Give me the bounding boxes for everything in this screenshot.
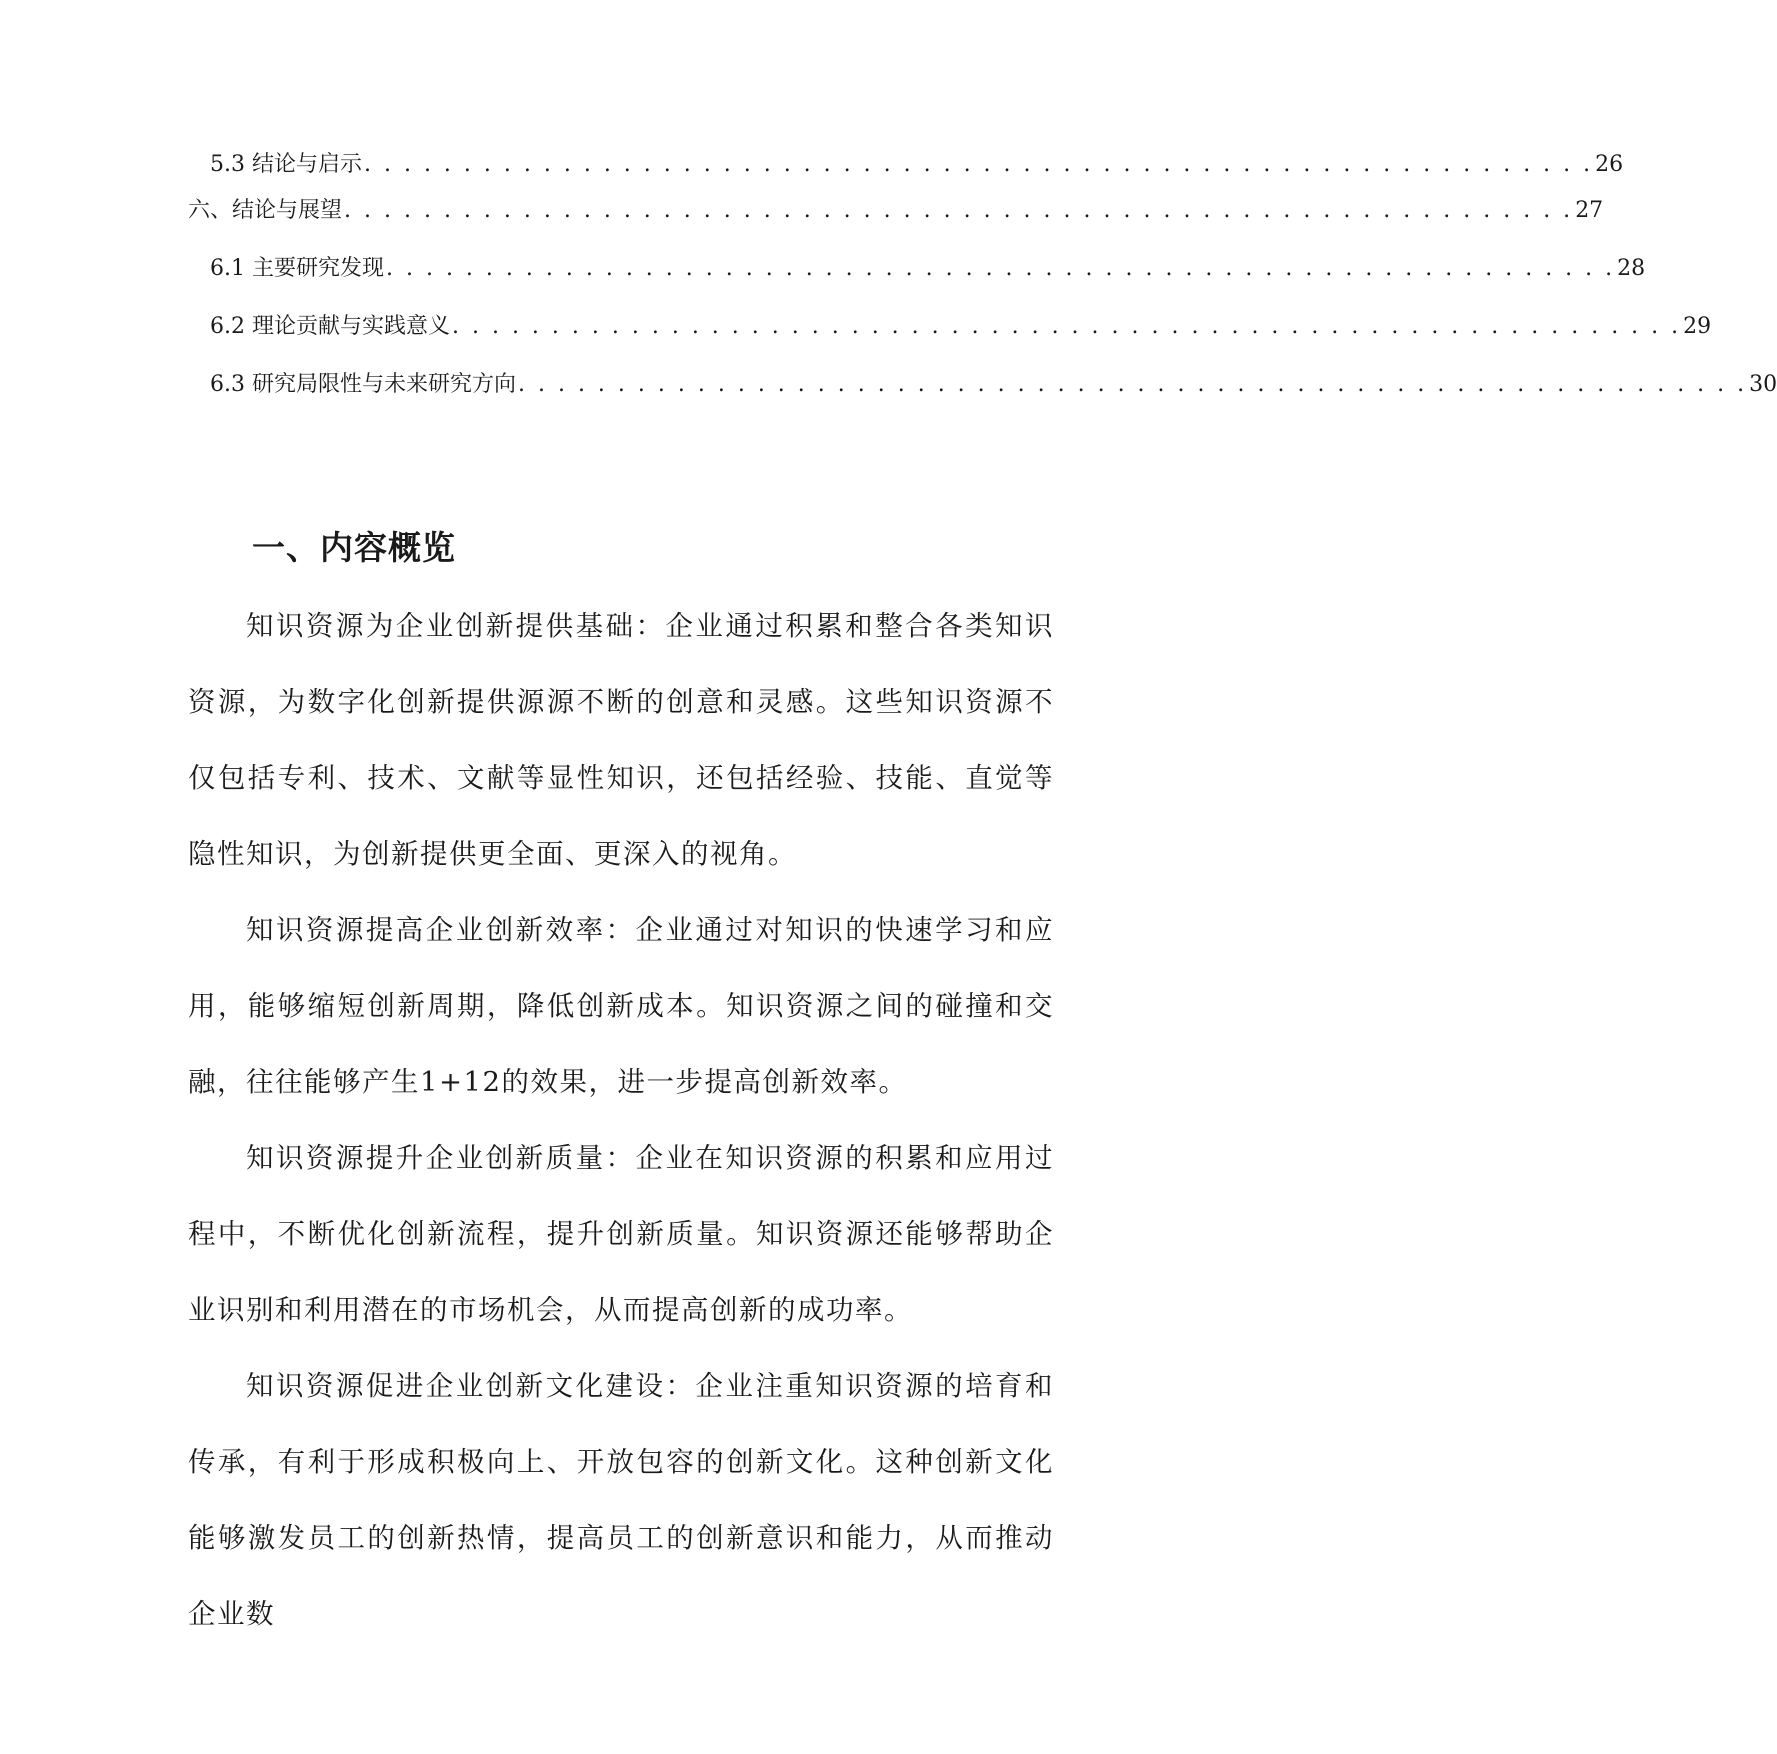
section-body xyxy=(188,588,1054,1652)
toc-entry-6-3[interactable] xyxy=(210,368,1777,402)
paragraph-innovation-quality: 知识资源提升企业创新质量：企业在知识资源的积累和应用过程中，不断优化创新流程，提升创新质量。知识资源还能够帮助企业识别和利用潜在的市场机会，从而提高创新的成功率。 xyxy=(188,1142,1054,1326)
section-heading: 一、内容概览 xyxy=(252,528,456,568)
toc-entry-page: 30 xyxy=(1749,372,1777,397)
paragraph-innovation-efficiency: 知识资源提高企业创新效率：企业通过对知识的快速学习和应用，能够缩短创新周期，降低创新成本。知识资源之间的碰撞和交融，往往能够产生1+12的效果，进一步提高创新效率。 xyxy=(188,914,1054,1098)
toc-entry-page: 27 xyxy=(1575,198,1604,223)
toc-entry-6-2[interactable] xyxy=(210,310,1712,344)
toc-leader-dots: . . . . . . . . . . . . . . . . . . . . . . . . . . . . . . . . . . . . . . . . . . . . . . . . . . . . . . . . . . . . . . xyxy=(385,256,1616,281)
paragraph-knowledge-foundation: 知识资源为企业创新提供基础：企业通过积累和整合各类知识资源，为数字化创新提供源源不断的创意和灵感。这些知识资源不仅包括专利、技术、文献等显性知识，还包括经验、技能、直觉等隐性知识，为创新提供更全面、更深入的视角。 xyxy=(188,610,1054,870)
toc-leader-dots: . . . . . . . . . . . . . . . . . . . . . . . . . . . . . . . . . . . . . . . . . . . . . . . . . . . . . . . . . . . . . . xyxy=(344,198,1574,223)
toc-entry-label: 6.3 研究局限性与未来研究方向 xyxy=(210,372,516,397)
toc-leader-dots: . . . . . . . . . . . . . . . . . . . . . . . . . . . . . . . . . . . . . . . . . . . . . . . . . . . . . . . . . . . . . . xyxy=(517,372,1748,397)
toc-entry-chapter-6[interactable] xyxy=(188,194,1604,228)
toc-leader-dots: . . . . . . . . . . . . . . . . . . . . . . . . . . . . . . . . . . . . . . . . . . . . . . . . . . . . . . . . . . . . . . xyxy=(451,314,1682,339)
toc-entry-label: 六、结论与展望 xyxy=(188,198,343,223)
toc-entry-label: 5.3 结论与启示 xyxy=(210,152,362,177)
toc-entry-page: 26 xyxy=(1595,152,1624,177)
toc-entry-page: 29 xyxy=(1683,314,1712,339)
toc-entry-5-3[interactable] xyxy=(210,148,1624,182)
toc-leader-dots: . . . . . . . . . . . . . . . . . . . . . . . . . . . . . . . . . . . . . . . . . . . . . . . . . . . . . . . . . . . . . . xyxy=(363,152,1594,177)
toc-entry-page: 28 xyxy=(1617,256,1646,281)
toc-entry-label: 6.1 主要研究发现 xyxy=(210,256,384,281)
toc-entry-6-1[interactable] xyxy=(210,252,1646,286)
paragraph-innovation-culture: 知识资源促进企业创新文化建设：企业注重知识资源的培育和传承，有利于形成积极向上、开放包容的创新文化。这种创新文化能够激发员工的创新热情，提高员工的创新意识和能力，从而推动企业数 xyxy=(188,1370,1054,1630)
toc-entry-label: 6.2 理论贡献与实践意义 xyxy=(210,314,450,339)
